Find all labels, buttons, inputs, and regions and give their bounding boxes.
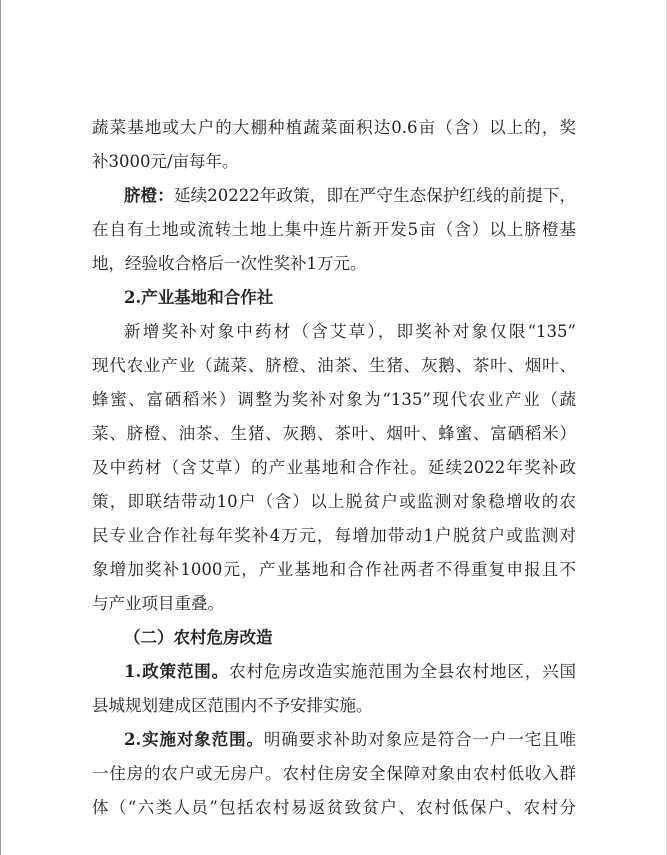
paragraph-line: 蜂蜜、富硒稻米）调整为奖补对象为“135”现代农业产业（蔬	[92, 390, 576, 409]
section-heading: （二）农村危房改造	[124, 628, 273, 647]
paragraph-line: 脐橙：延续20222年政策，即在严守生态保护红线的前提下，	[124, 186, 576, 205]
paragraph-line: 策，即联结带动10户（含）以上脱贫户或监测对象稳增收的农	[92, 492, 576, 511]
paragraph-line: 民专业合作社每年奖补4万元，每增加带动1户脱贫户或监测对	[92, 526, 576, 545]
paragraph-line: 蔬菜基地或大户的大棚种植蔬菜面积达0.6亩（含）以上的，奖	[92, 118, 576, 137]
paragraph-line: 在自有土地或流转土地上集中连片新开发5亩（含）以上脐橙基	[92, 220, 576, 239]
paragraph-line: 1.政策范围。农村危房改造实施范围为全县农村地区，兴国	[124, 662, 576, 681]
section-lead: 2.实施对象范围。	[124, 730, 264, 749]
paragraph-line: 菜、脐橙、油茶、生猪、灰鹅、茶叶、烟叶、蜂蜜、富硒稻米）	[92, 424, 576, 443]
paragraph-line: 体（“六类人员”包括农村易返贫致贫户、农村低保户、农村分	[92, 798, 576, 817]
paragraph-line: 及中药材（含艾草）的产业基地和合作社。延续2022年奖补政	[92, 458, 576, 477]
paragraph-line: 县城规划建成区范围内不予安排实施。	[92, 696, 373, 715]
paragraph-line: 新增奖补对象中药材（含艾草），即奖补对象仅限“135”	[124, 322, 576, 341]
paragraph-line: 2.实施对象范围。明确要求补助对象应是符合一户一宅且唯	[124, 730, 576, 749]
paragraph-line: 现代农业产业（蔬菜、脐橙、油茶、生猪、灰鹅、茶叶、烟叶、	[92, 356, 576, 375]
paragraph-line: 一住房的农户或无房户。农村住房安全保障对象由农村低收入群	[92, 764, 576, 783]
paragraph-line: 补3000元/亩每年。	[92, 152, 239, 171]
paragraph-line: 象增加奖补1000元，产业基地和合作社两者不得重复申报且不	[92, 560, 576, 579]
section-lead: 脐橙：	[124, 186, 174, 205]
section-lead: 1.政策范围。	[124, 662, 230, 681]
page-left-edge	[0, 0, 1, 855]
paragraph-line: 地，经验收合格后一次性奖补1万元。	[92, 254, 367, 273]
paragraph-line: 与产业项目重叠。	[92, 594, 224, 613]
section-heading: 2.产业基地和合作社	[124, 288, 274, 307]
